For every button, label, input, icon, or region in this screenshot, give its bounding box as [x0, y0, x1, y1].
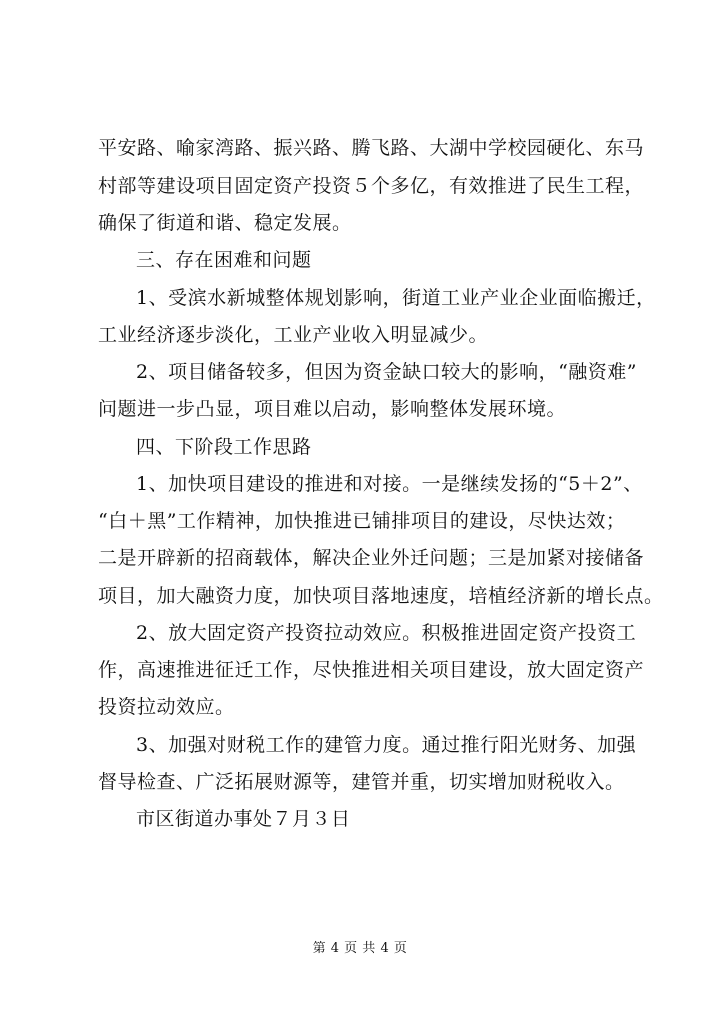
section-heading: 三、存在困难和问题 [136, 249, 312, 271]
body-line: 确保了街道和谐、稳定发展。 [98, 212, 352, 234]
body-line: 1、加快项目建设的推进和对接。一是继续发扬的“5＋2”、 [136, 473, 643, 495]
body-line: 村部等建设项目固定资产投资５个多亿，有效推进了民生工程， [98, 175, 645, 197]
body-line: 2、放大固定资产投资拉动效应。积极推进固定资产投资工 [136, 622, 637, 644]
body-line: 问题进一步凸显，项目难以启动，影响整体发展环境。 [98, 398, 567, 420]
body-line: 二是开辟新的招商载体，解决企业外迁问题；三是加紧对接储备 [98, 547, 645, 569]
body-line: 3、加强对财税工作的建管力度。通过推行阳光财务、加强 [136, 734, 637, 756]
body-line: 工业经济逐步淡化，工业产业收入明显减少。 [98, 324, 489, 346]
body-line: 2、项目储备较多，但因为资金缺口较大的影响，“融资难” [136, 361, 638, 383]
body-line: 投资拉动效应。 [98, 696, 235, 718]
body-line: 项目，加大融资力度，加快项目落地速度，培植经济新的增长点。 [98, 585, 664, 607]
body-line: 作，高速推进征迁工作，尽快推进相关项目建设，放大固定资产 [98, 659, 645, 681]
signature-line: 市区街道办事处７月３日 [136, 808, 351, 830]
body-line: “白＋黑”工作精神，加快推进已铺排项目的建设，尽快达效； [98, 510, 626, 532]
body-line: 督导检查、广泛拓展财源等，建管并重，切实增加财税收入。 [98, 771, 625, 793]
body-line: 1、受滨水新城整体规划影响，街道工业产业企业面临搬迁， [136, 287, 656, 309]
body-line: 平安路、喻家湾路、振兴路、腾飞路、大湖中学校园硬化、东马 [98, 137, 645, 159]
page-footer: 第 4 页 共 4 页 [312, 941, 408, 956]
section-heading: 四、下阶段工作思路 [136, 436, 312, 458]
